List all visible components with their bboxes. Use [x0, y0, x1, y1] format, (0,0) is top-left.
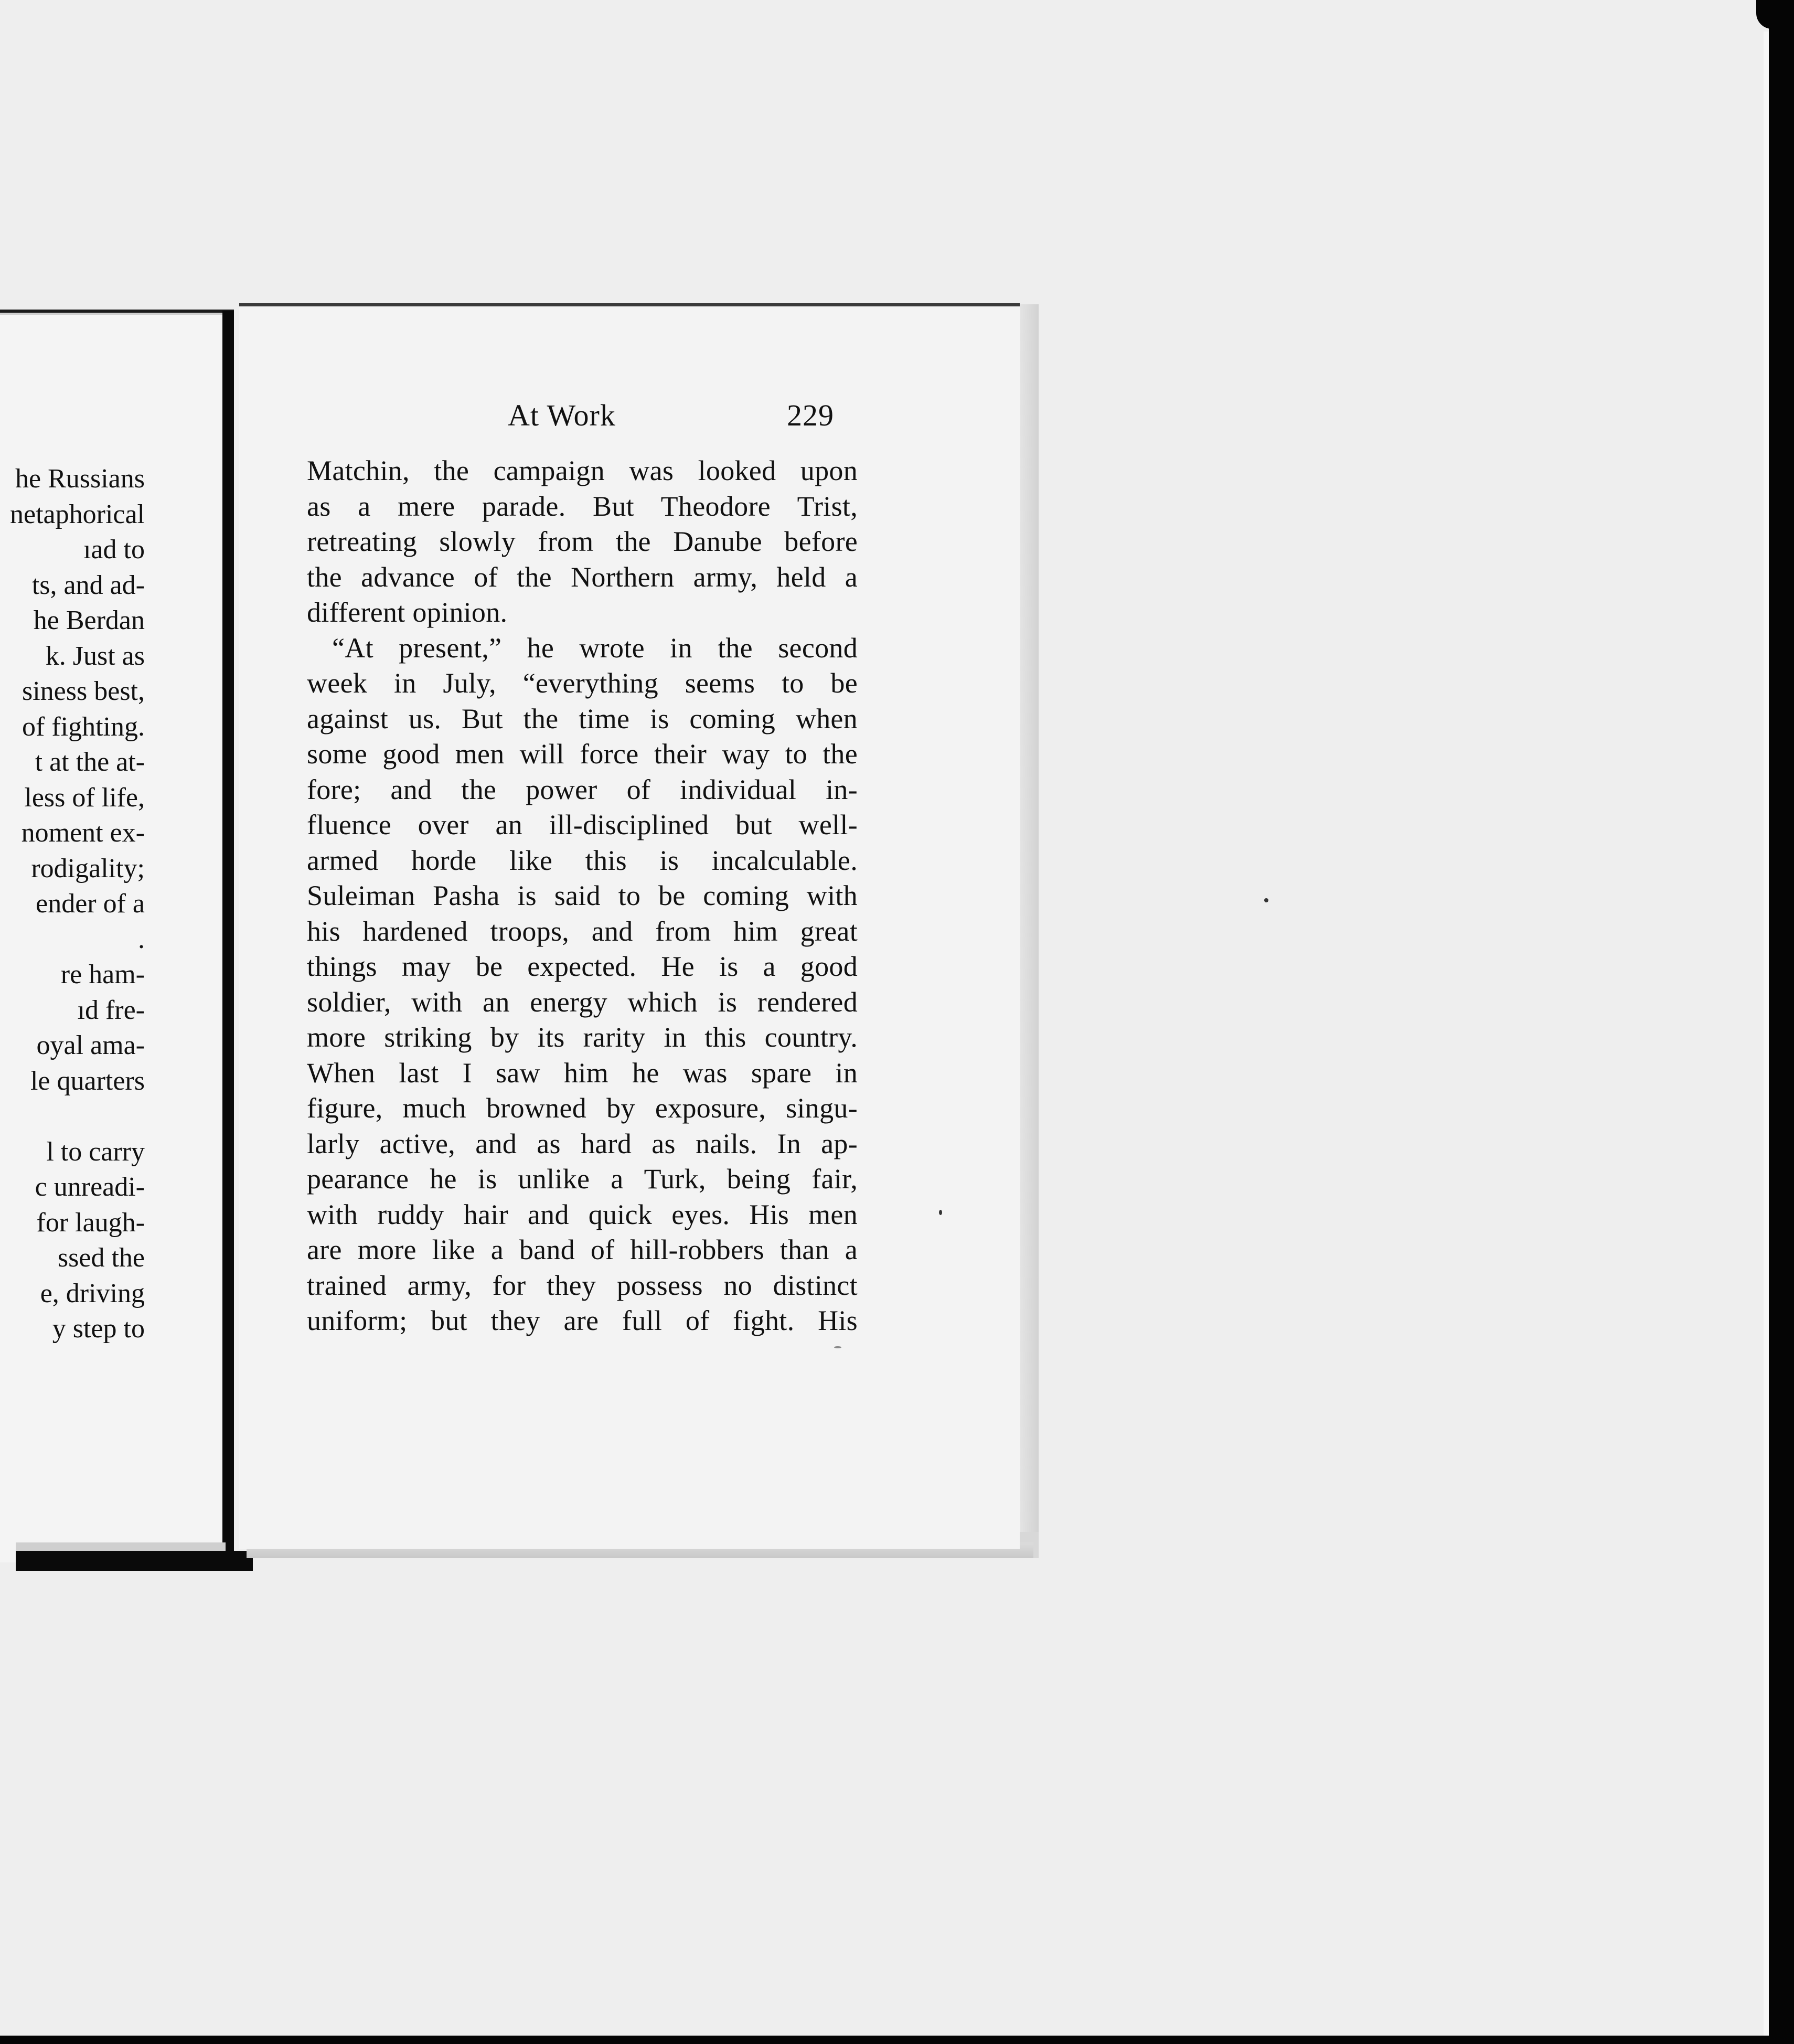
text-line: week in July, “everything seems to be	[307, 667, 858, 699]
text-line: When last I saw him he was spare in	[307, 1057, 858, 1089]
text-line: his hardened troops, and from him great	[307, 915, 858, 947]
left-page-text-line: oyal ama-	[36, 1030, 145, 1060]
left-page-text-line: siness best,	[22, 676, 145, 706]
text-line: the advance of the Northern army, held a	[307, 561, 858, 593]
text-line: “At present,” he wrote in the second	[332, 632, 858, 664]
dust-speck	[1264, 898, 1268, 902]
left-page-text-line: of fighting.	[22, 711, 145, 742]
text-line: fore; and the power of individual in-	[307, 773, 858, 805]
dust-speck	[939, 1210, 942, 1215]
text-line: Suleiman Pasha is said to be coming with	[307, 880, 858, 911]
left-page-text-line: le quarters	[30, 1066, 145, 1096]
left-page-text-line: ıad to	[83, 535, 145, 565]
left-page-text-line: netaphorical	[10, 499, 145, 529]
text-line: figure, much browned by exposure, singu-	[307, 1092, 858, 1124]
book-spine-shadow	[222, 311, 234, 1562]
left-page-text-line: for laugh-	[36, 1207, 145, 1238]
left-page-text-line: he Russians	[15, 464, 145, 494]
left-page-text-line: he Berdan	[33, 605, 145, 635]
text-line: soldier, with an energy which is rendered	[307, 986, 858, 1018]
left-page-text-line: ender of a	[36, 889, 145, 919]
left-page-text-line: y step to	[52, 1314, 145, 1344]
book-cover-edge	[16, 1551, 253, 1571]
left-page-text-line: .	[138, 924, 145, 954]
left-page-text-line: k. Just as	[45, 641, 145, 671]
text-line: with ruddy hair and quick eyes. His men	[307, 1198, 858, 1230]
text-line: retreating slowly from the Danube before	[307, 526, 858, 557]
left-page-text-line: rodigality;	[31, 853, 145, 883]
left-page-text-line: less of life,	[24, 782, 145, 813]
left-page-text-line: t at the at-	[35, 747, 145, 777]
text-line: things may be expected. He is a good	[307, 951, 858, 982]
text-line: as a mere parade. But Theodore Trist,	[307, 490, 858, 522]
page-stack-edge-right	[1020, 304, 1039, 1532]
text-line: uniform; but they are full of fight. His	[307, 1305, 858, 1336]
scanner-frame-right	[1769, 0, 1794, 2044]
text-line: more striking by its rarity in this country.	[307, 1021, 858, 1053]
text-line: some good men will force their way to the	[307, 738, 858, 770]
text-line: different opinion.	[307, 597, 508, 628]
left-page-text-line: ssed the	[57, 1243, 145, 1273]
page-body-text	[307, 453, 858, 1339]
dust-speck	[834, 1346, 841, 1348]
running-head: At Work	[508, 398, 616, 432]
left-page-text-line: noment ex-	[21, 818, 145, 848]
scanner-frame-notch	[1775, 1312, 1794, 1359]
text-line: larly active, and as hard as nails. In ap-	[307, 1127, 858, 1159]
text-line: Matchin, the campaign was looked upon	[307, 455, 858, 486]
left-page-text-line: l to carry	[46, 1136, 145, 1167]
left-page-text-line: re ham-	[60, 960, 145, 989]
page-number: 229	[787, 398, 834, 432]
text-line: pearance he is unlike a Turk, being fair,	[307, 1163, 858, 1195]
left-page-text-line: ts, and ad-	[31, 570, 145, 600]
text-line: against us. But the time is coming when	[307, 702, 858, 734]
text-line: trained army, for they possess no distinct	[307, 1269, 858, 1301]
text-line: fluence over an ill-disciplined but well-	[307, 809, 858, 840]
scanner-frame-bottom	[0, 2036, 1794, 2044]
left-page-text-line: ıd fre-	[77, 995, 145, 1025]
text-line: are more like a band of hill-robbers than a	[307, 1234, 858, 1265]
left-page	[0, 313, 225, 1562]
text-line: armed horde like this is incalculable.	[307, 844, 858, 876]
left-page-text-line: e, driving	[40, 1278, 145, 1308]
left-page-text-line: c unreadi-	[35, 1172, 145, 1202]
